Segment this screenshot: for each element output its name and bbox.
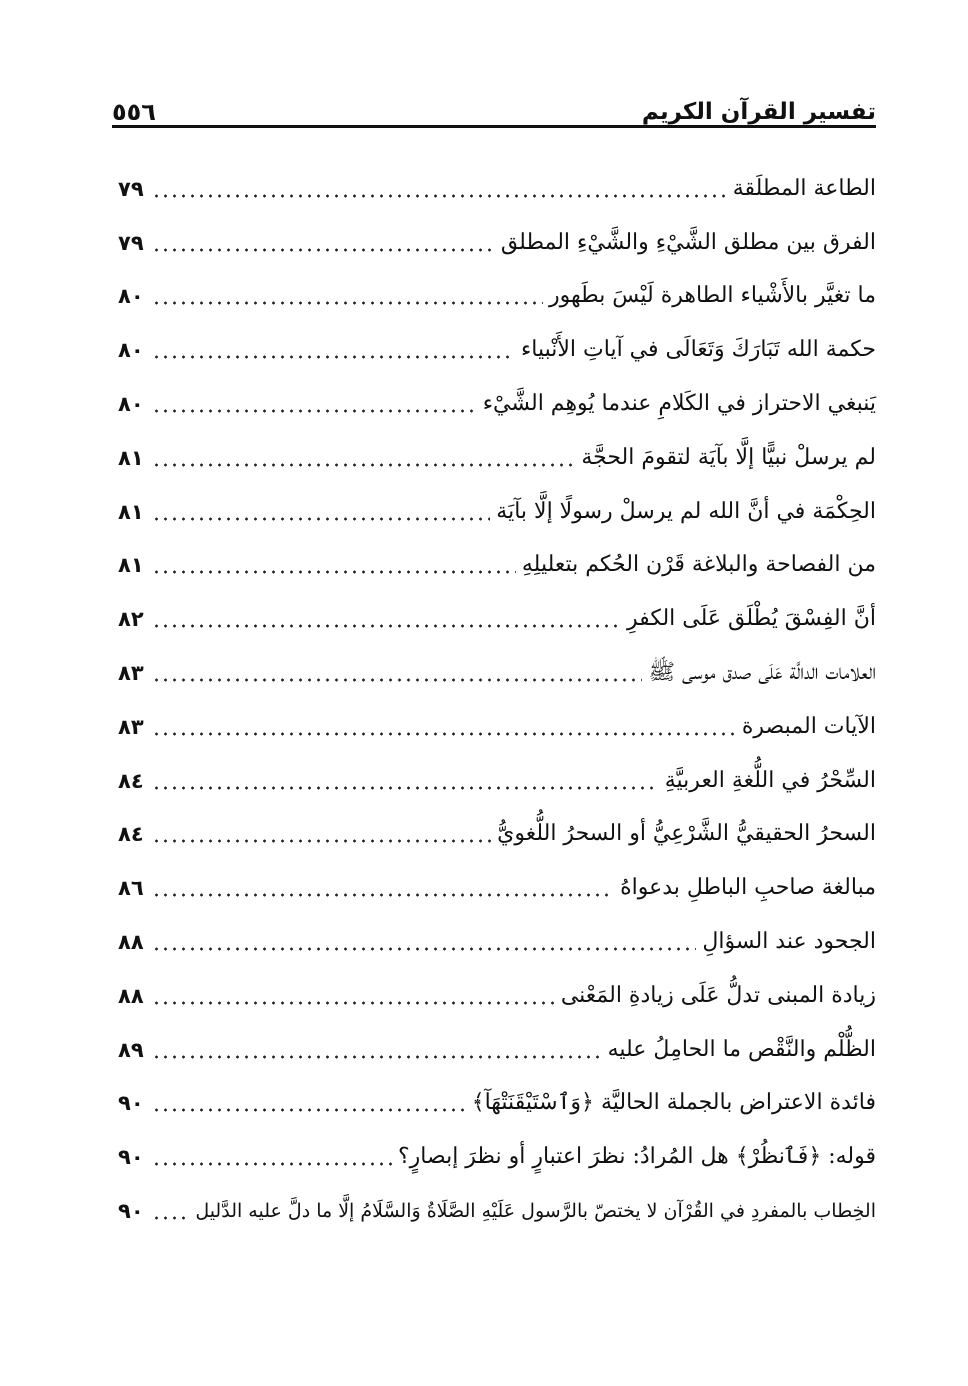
toc-entry [118, 216, 876, 270]
table-of-contents [118, 162, 876, 1238]
dot-leader [152, 891, 614, 899]
toc-entry-page: ٨٤ [118, 822, 144, 847]
toc-entry [118, 377, 876, 431]
toc-entry-title: من الفصاحة والبلاغة قَرْن الحُكم بتعليلِهِ [521, 552, 876, 578]
dot-leader [152, 999, 555, 1007]
dot-leader [152, 622, 621, 630]
toc-entry-title: مبالغة صاحبِ الباطلِ بدعواهُ [620, 875, 876, 901]
toc-entry-page: ٩٠ [118, 1145, 144, 1170]
dot-leader [152, 676, 642, 684]
toc-entry [118, 485, 876, 539]
dot-leader [152, 515, 490, 523]
dot-leader [152, 1106, 466, 1114]
toc-entry-title: الحِكْمَة في أنَّ الله لم يرسلْ رسولًا إلَّا بآيَة [496, 498, 876, 524]
dot-leader [152, 1160, 392, 1168]
toc-entry [118, 915, 876, 969]
dot-leader [152, 945, 696, 953]
toc-entry-page: ٧٩ [118, 230, 144, 255]
toc-entry-title: السحرُ الحقيقيُّ الشَّرْعِيُّ أو السحرُ اللُّغويُّ [497, 821, 876, 847]
toc-entry [118, 1023, 876, 1077]
toc-entry-title: الخِطاب بالمفردِ في القُرْآن لا يختصّ بالرَّسول عَلَيْهِ الصَّلَاةُ وَالسَّلَامُ إلَّا ما دلَّ عليه الدَّليل [195, 1200, 876, 1223]
toc-entry-page: ٨٨ [118, 930, 144, 955]
dot-leader [152, 784, 659, 792]
toc-entry-title: يَنبغي الاحتراز في الكَلامِ عندما يُوهِم الشَّيْء [482, 391, 876, 417]
toc-entry-page: ٨٢ [118, 607, 144, 632]
toc-entry [118, 539, 876, 593]
toc-entry-page: ٨٠ [118, 284, 144, 309]
toc-entry [118, 808, 876, 862]
page-number: ٥٥٦ [112, 98, 156, 126]
toc-entry-page: ٨٣ [118, 714, 144, 739]
dot-leader [152, 1053, 602, 1061]
toc-entry [118, 1130, 876, 1184]
running-header [112, 86, 876, 130]
dot-leader [152, 461, 575, 469]
dot-leader [152, 568, 516, 576]
dot-leader [152, 299, 543, 307]
toc-entry [118, 270, 876, 324]
dot-leader [152, 353, 515, 361]
running-header-title: تفسير القرآن الكريم [641, 99, 876, 125]
toc-entry-page: ٨٠ [118, 338, 144, 363]
toc-entry-title: لم يرسلْ نبيًّا إلَّا بآيَة لتقومَ الحجَّة [581, 444, 876, 470]
toc-entry-title: الطاعة المطلَقة [732, 175, 876, 201]
toc-entry [118, 754, 876, 808]
toc-entry [118, 1184, 876, 1238]
toc-entry [118, 861, 876, 915]
toc-entry [118, 323, 876, 377]
toc-entry-page: ٩٠ [118, 1199, 144, 1224]
toc-entry-title: الجحود عند السؤالِ [702, 929, 876, 955]
dot-leader [152, 192, 727, 200]
toc-entry [118, 592, 876, 646]
dot-leader [152, 1214, 189, 1222]
toc-entry-page: ٨١ [118, 553, 144, 578]
toc-entry-title: أنَّ الفِسْقَ يُطْلَق عَلَى الكفرِ [627, 606, 876, 632]
dot-leader [152, 246, 495, 254]
toc-entry-page: ٧٩ [118, 176, 144, 201]
toc-entry-title: زيادة المبنى تدلُّ عَلَى زيادةِ المَعْنى [560, 982, 876, 1008]
toc-entry-page: ٨١ [118, 499, 144, 524]
toc-entry-title: الظُّلْم والنَّقْص ما الحامِلُ عليه [607, 1036, 876, 1062]
toc-entry-page: ٨٤ [118, 768, 144, 793]
toc-entry [118, 700, 876, 754]
toc-entry-page: ٨٠ [118, 392, 144, 417]
toc-entry-title: قوله: ﴿فَٱنظُرْ﴾ هل المُرادُ: نظرَ اعتبارٍ أو نظرَ إبصارٍ؟ [397, 1144, 876, 1170]
toc-entry-title: الفرق بين مطلق الشَّيْءِ والشَّيْءِ المطلق [500, 229, 876, 255]
toc-entry [118, 1077, 876, 1131]
toc-entry-title: العلامات الدالَّة عَلَى صدق موسى ﷺ [648, 660, 876, 686]
toc-entry-title: ما تغيَّر بالأَشْياء الطاهرة لَيْسَ بطَهور [549, 283, 876, 309]
toc-entry-title: السِّحْرُ في اللُّغةِ العربيَّةِ [664, 767, 876, 793]
toc-entry-title: الآيات المبصرة [741, 713, 876, 739]
dot-leader [152, 837, 491, 845]
toc-entry-page: ٨٦ [118, 876, 144, 901]
header-rule [112, 125, 876, 128]
toc-entry-title: فائدة الاعتراض بالجملة الحاليَّة ﴿وَٱسْتَيْقَنَتْهَآ﴾ [471, 1090, 876, 1116]
toc-entry [118, 646, 876, 700]
toc-entry-page: ٨١ [118, 445, 144, 470]
toc-entry [118, 431, 876, 485]
toc-entry-page: ٨٣ [118, 661, 144, 686]
toc-entry-title: حكمة الله تَبَارَكَ وَتَعَالَى في آياتِ الأَنْبياء [520, 337, 876, 363]
toc-entry-page: ٩٠ [118, 1091, 144, 1116]
toc-entry [118, 969, 876, 1023]
dot-leader [152, 407, 477, 415]
toc-entry-page: ٨٩ [118, 1037, 144, 1062]
toc-entry [118, 162, 876, 216]
toc-entry-page: ٨٨ [118, 983, 144, 1008]
dot-leader [152, 730, 736, 738]
